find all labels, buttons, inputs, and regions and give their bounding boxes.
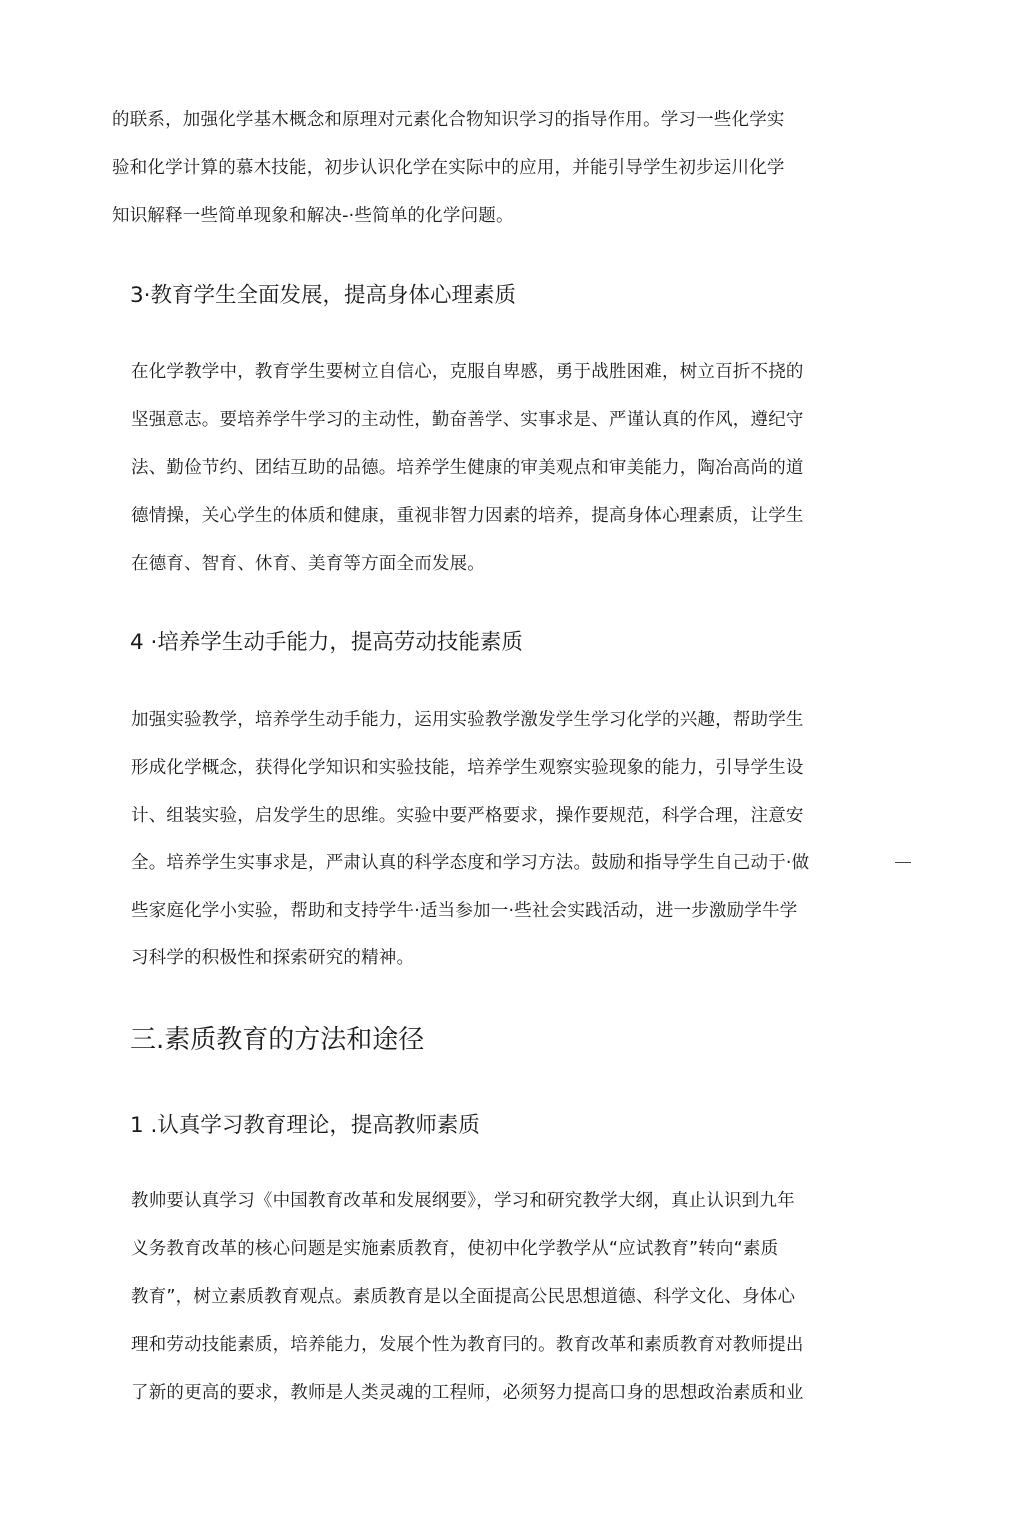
- paragraph-line: 在化学教学中，教育学生要树立自信心，克服自卑慼，勇于战胜困难，树立百折不挠的: [131, 362, 804, 382]
- section-title: 三.素质教育的方法和途径: [130, 1025, 425, 1055]
- paragraph-line: 些家庭化学小实验，帮助和支持学牛·适当参加一·些社会实践活动，进一步激励学牛学: [131, 901, 798, 921]
- paragraph-line: 了新的更高的要求，教师是人类灵魂的工程师，必须努力提高口身的思想政治素质和业: [131, 1383, 804, 1403]
- paragraph-line: 验和化学计算的慕木技能，初步认识化学在实际中的应用，并能引导学生初步运川化学: [112, 158, 785, 178]
- paragraph-line: 在德育、智育、休育、美育等方面全而发展。: [131, 554, 485, 574]
- margin-dash-mark: [895, 862, 911, 863]
- subsection-heading-4: 4 ·培养学生动手能力，提高劳动技能素质: [130, 630, 523, 655]
- paragraph-line: 坚强意志。要培养学牛学习的主动性，勤奋善学、实事求是、严谨认真的作风，遵纪守: [131, 410, 804, 430]
- paragraph-line: 义务教育改革的核心问题是实施素质教育，使初中化学教学从“应试教育”转向“素质: [131, 1239, 779, 1259]
- paragraph-line: 德情操，关心学生的体质和健康，重视非智力因素的培养，提高身体心理素质，让学生: [131, 506, 804, 526]
- paragraph-line: 知识解释一些简单现象和解决-·些简单的化学问题。: [112, 206, 514, 226]
- paragraph-line: 教帅要认真学习《中国教育改革和发展纲要》，学习和研究教学大纲，真止认识到九年: [131, 1191, 795, 1211]
- subsection-heading-1: 1 .认真学习教育理论，提高教师素质: [130, 1113, 480, 1138]
- paragraph-line: 教育”，树立素质教育观点。素质教育是以全面提高公民思想道德、科学文化、身体心: [131, 1287, 796, 1307]
- paragraph-line: 的联系，加强化学基木概念和原理对元素化合物知识学习的指导作用。学习一些化学实: [112, 110, 785, 130]
- paragraph-line: 全。培养学生实事求是，严肃认真的科学态度和学习方法。鼓励和指导学生自己动于·做: [131, 853, 810, 873]
- paragraph-line: 理和劳动技能素质，培养能力，发展个性为教育冃的。教育改革和素质教育对教师提出: [131, 1335, 804, 1355]
- paragraph-line: 加强实验教学，培养学生动手能力，运用实验教学激发学生学习化学的兴趣，帮助学生: [131, 710, 804, 730]
- paragraph-line: 法、勤俭节约、团结互助的品德。培养学生健康的审美观点和审美能力，陶冶高尚的道: [131, 458, 804, 478]
- subsection-heading-3: 3·教育学生全面发展，提高身体心理素质: [130, 283, 517, 308]
- paragraph-line: 形成化学概念，获得化学知识和实验技能，培养学生观察实验现象的能力，引导学生设: [131, 758, 804, 778]
- paragraph-line: 习科学的积极性和探索研究的精神。: [131, 948, 415, 968]
- paragraph-line: 计、组装实验，启发学生的思维。实验中要严格要求，操作要规范，科学合理，注意安: [131, 806, 804, 826]
